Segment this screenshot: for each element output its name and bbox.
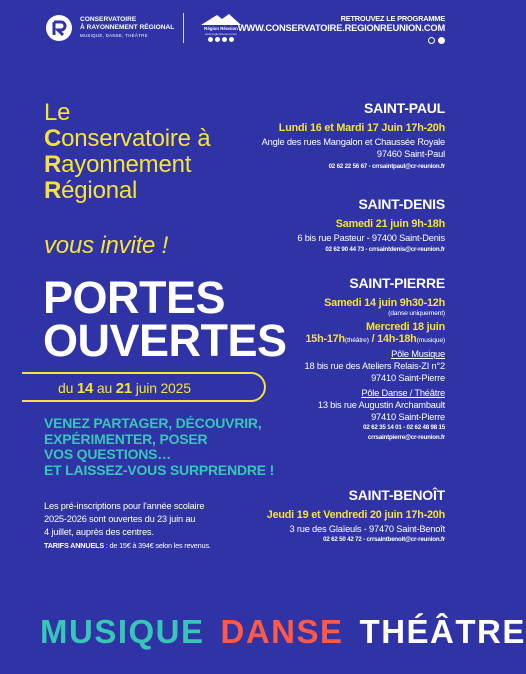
social-icons xyxy=(238,37,445,44)
conservatoire-logo-text: CONSERVATOIRE À RAYONNEMENT RÉGIONAL MUSIQUE, DANSE, THÉÂTRE xyxy=(80,16,175,38)
saint-pierre-phone: 02 62 35 14 01 - 02 62 48 98 15 xyxy=(363,424,445,431)
mountain-icon xyxy=(199,12,243,26)
site-saint-pierre: SAINT-PIERRE Samedi 14 juin 9h30-12h (danse uniquement) Mercredi 18 juin 15h-17h(théâtre) / 14h-18h(musique) Pôle Musique 18 bis rue des Ateliers Relais-ZI n°2 97410 Saint-Pierre Pôle Danse / Théâtre 13 bis rue Augustin Archambault 97410 Saint-Pierre 02 62 35 14 01 - 02 62 48 98 15 crrsaintpierre@cr-reunion.fr xyxy=(304,275,445,441)
site-saint-benoit: SAINT-BENOÎT Jeudi 19 et Vendredi 20 juin 17h-20h 3 rue des Glaïeuls - 97470 Saint-Benoît 02 62 50 42 72 - crrsaintbenoit@cr-reunion.fr xyxy=(266,487,445,543)
program-link-block xyxy=(238,14,445,44)
conservatoire-logo-icon xyxy=(45,14,73,42)
disciplines-footer xyxy=(40,613,526,651)
instagram-icon xyxy=(229,37,234,42)
event-dates: du 14 au 21 juin 2025 xyxy=(58,380,191,397)
saint-paul-contact: 02 62 22 56 67 - crrsaintpaul@cr-reunion.fr xyxy=(328,163,445,170)
facebook-icon[interactable] xyxy=(438,37,445,44)
musique-label: MUSIQUE xyxy=(40,613,205,650)
youtube-icon xyxy=(222,37,227,42)
instagram-icon[interactable] xyxy=(428,37,435,44)
saint-denis-contact: 02 62 90 44 73 - crrsaintdenis@cr-reunion.fr xyxy=(325,246,445,253)
facebook-icon xyxy=(208,37,213,42)
region-reunion-logo: Région Réunion www.regionreunion.com xyxy=(192,12,250,42)
saint-pierre-email: crrsaintpierre@cr-reunion.fr xyxy=(367,434,445,441)
call-to-action: VENEZ PARTAGER, DÉCOUVRIR, EXPÉRIMENTER, POSER VOS QUESTIONS… ET LAISSEZ-VOUS SURPRENDRE ! xyxy=(44,415,275,478)
site-saint-paul: SAINT-PAUL Lundi 16 et Mardi 17 Juin 17h-20h Angle des rues Mangalon et Chaussée Royale 97460 Saint-Paul 02 62 22 56 67 - crrsaintpaul@cr-reunion.fr xyxy=(261,100,445,170)
preinscriptions-info: Les pré-inscriptions pour l'année scolaire 2025-2026 sont ouvertes du 23 juin au 4 juillet, auprès des centres. xyxy=(44,501,205,537)
saint-benoit-contact: 02 62 50 42 72 - crrsaintbenoit@cr-reunion.fr xyxy=(323,536,445,543)
twitter-icon xyxy=(215,37,220,42)
retrouvez-label: RETROUVEZ LE PROGRAMME xyxy=(340,14,445,23)
site-saint-denis: SAINT-DENIS Samedi 21 juin 9h-18h 6 bis rue Pasteur - 97400 Saint-Denis 02 62 90 44 73 - crrsaintdenis@cr-reunion.fr xyxy=(297,196,445,253)
tarifs-info: TARIFS ANNUELS : de 15€ à 394€ selon les revenus. xyxy=(44,541,211,550)
invite-text: vous invite ! xyxy=(44,232,169,259)
intro-title: Le Conservatoire à Rayonnement Régional xyxy=(44,99,211,204)
danse-label: DANSE xyxy=(220,613,344,650)
website-link[interactable]: WWW.CONSERVATOIRE.REGIONREUNION.COM xyxy=(237,22,445,33)
headline: PORTES OUVERTES xyxy=(43,272,287,366)
header-divider xyxy=(183,13,184,43)
theatre-label: THÉÂTRE xyxy=(359,613,526,650)
